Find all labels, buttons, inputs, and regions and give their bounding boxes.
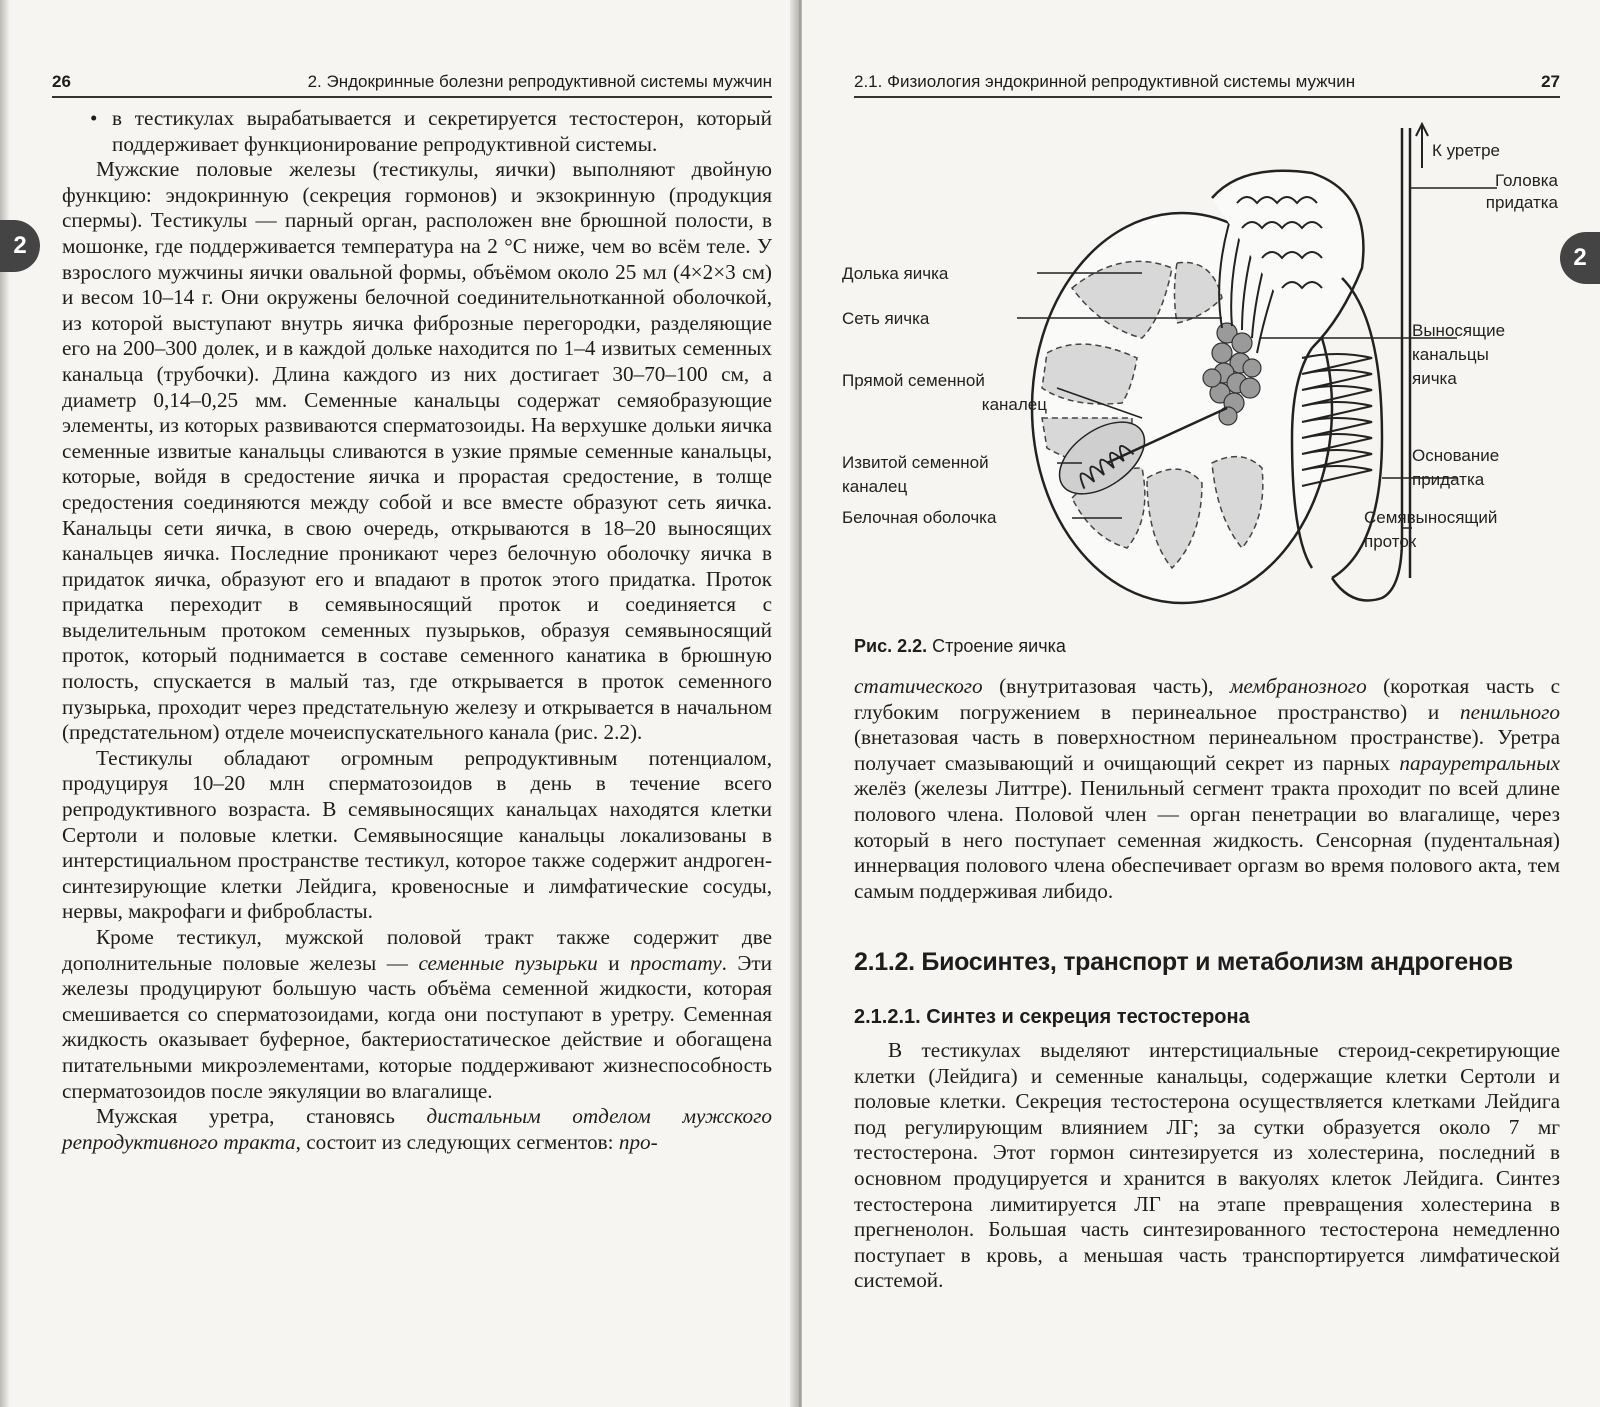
italic-term: простату	[630, 950, 722, 975]
label-base-1: Основание	[1412, 446, 1500, 465]
subsection-heading: 2.1.2.1. Синтез и секреция тестостерона	[854, 1006, 1250, 1028]
caption-text: Строение яичка	[932, 636, 1066, 656]
testis-diagram	[842, 118, 1562, 618]
label-head-2: придатка	[1485, 193, 1558, 212]
label-tunica: Белочная оболочка	[842, 508, 997, 527]
italic-term: мембранозного	[1229, 674, 1367, 698]
left-paragraph-3	[62, 925, 772, 1104]
caption-label: Рис. 2.2.	[854, 636, 928, 656]
right-upper-text	[854, 674, 1560, 904]
right-paragraph-1	[854, 674, 1560, 904]
left-body-text	[62, 106, 772, 1155]
italic-term: семенные пузырьки	[418, 950, 598, 975]
right-page	[802, 0, 1600, 1407]
label-rete: Сеть яичка	[842, 309, 930, 328]
label-head-1: Головка	[1494, 171, 1558, 190]
label-lobule: Долька яичка	[842, 264, 949, 283]
label-efferent-2: канальцы	[1412, 345, 1489, 364]
left-paragraph-2: Тестикулы обладают огромным репродуктивным потенциалом, продуцируя 10–20 млн сперматозоидов в день в течение всего репродуктивного возраста. В семявыносящих канальцах находятся клетки Сертоли и половые клетки. Семявыносящие канальцы локализованы в интерстициальном пространстве тестикул, которое также содержит андроген-синтезирующие клетки Лейдига, кровеносные и лимфатические сосуды, нервы, макрофаги и фибробласты.	[62, 745, 772, 924]
right-page-number: 27	[1541, 72, 1560, 91]
left-paragraph-1: Мужские половые железы (тестикулы, яички) выполняют двойную функцию: эндокринную (секреция гормонов) и экзокринную (продукция спермы). Тестикулы — парный орган, расположен вне брюшной полости, в мошонке, где поддерживается температура на 2 °С ниже, чем во всём теле. У взрослого мужчины яички овальной формы, объёмом около 25 мл (4×2×3 см) и весом 10–14 г. Они окружены белочной соединительнотканной оболочкой, из которой выступают внутрь яичка фиброзные перегородки, разделяющие его на 200–300 долек, и в каждой дольке находится по 1–4 извитых семенных канальца (трубочки). Длина каждого из них достигает 30–70–100 см, а диаметр 0,14–0,25 мм. Семенные канальцы содержат семяобразующие элементы, из которых развиваются сперматозоиды. На верхушке дольки яичка семенные извитые канальцы сливаются в узкие прямые семенные канальцы, которые, войдя в средостение яичка и прорастая средостение, в толще средостения соединяются между собой и все вместе образуют сеть яичка. Канальцы сети яичка, в свою очередь, открываются в 18–20 выносящих канальцев яичка. Последние проникают через белочную оболочку яичка в придаток яичка, образуют его и впадают в проток этого придатка. Проток придатка переходит в семявыносящий проток и соединяется с выделительным протоком семенных пузырьков, образуя семявыносящий проток, который поднимается в составе семенного канатика в брюшную полость, спускается в малый таз, где открывается в проток семенного пузырька, проходит через предстательную железу и открывается в начальном (предстательном) отделе мочеиспускательного канала (рис. 2.2).	[62, 157, 772, 745]
text-run: . Эти железы продуцируют большую часть объёма семенной жидкости, которая смешивается со сперматозоидами, когда они поступают в уретру. Семенная жидкость оказывает буферное, бактериостатическое действие и обогащена питательными микроэлементами, которые поддерживают жизнеспособность сперматозоидов после эякуляции во влагалище.	[62, 950, 772, 1103]
up-arrow-icon	[1416, 124, 1428, 168]
text-run: (внетазовая часть в поверхностном перинеальном пространстве). Уретра получает смазывающий и очищающий секрет из парных	[854, 725, 1560, 775]
label-base-2: придатка	[1412, 470, 1485, 489]
label-to-urethra: К уретре	[1432, 141, 1500, 160]
label-straight-2: каналец	[981, 395, 1047, 414]
bullet-dot-icon: •	[90, 106, 98, 130]
label-efferent-1: Выносящие	[1412, 321, 1506, 340]
figure-caption	[854, 636, 1066, 657]
label-straight-1: Прямой семенной	[842, 371, 985, 390]
italic-term: статического	[854, 674, 983, 698]
text-run: желёз (железы Литтре). Пенильный сегмент тракта проходит по всей длине полового члена. Половой член — орган пенетрации во влагалище, через который в него поступает семенная жидкость. Сенсорная (пудентальная) иннервация полового члена обеспечивает оргазм во время полового акта, тем самым поддерживая либидо.	[854, 776, 1560, 903]
italic-term: про-	[618, 1129, 658, 1154]
left-page-number: 26	[52, 72, 71, 91]
text-run: (короткая часть с глубоким погружением в перинеальное пространство) и	[854, 674, 1560, 724]
left-page	[0, 0, 798, 1407]
section-heading: 2.1.2. Биосинтез, транспорт и метаболизм андрогенов	[854, 948, 1513, 976]
label-efferent-3: яичка	[1412, 369, 1457, 388]
label-convoluted-1: Извитой семенной	[842, 453, 989, 472]
italic-term: парауретральных	[1399, 750, 1560, 775]
right-lower-text	[854, 1038, 1560, 1294]
text-run: , состоит из следующих сегментов:	[295, 1129, 619, 1154]
right-running-head	[854, 62, 1560, 98]
label-convoluted-2: каналец	[842, 477, 908, 496]
text-run: и	[597, 950, 631, 975]
right-chapter-tab: 2	[1560, 232, 1600, 284]
left-running-title: 2. Эндокринные болезни репродуктивной системы мужчин	[307, 72, 772, 91]
page-edge-shadow	[0, 0, 10, 1407]
label-vas-2: проток	[1364, 532, 1417, 551]
italic-term: пенильного	[1460, 699, 1560, 724]
text-run: (внутритазовая часть),	[982, 674, 1230, 698]
left-chapter-tab: 2	[0, 220, 40, 272]
text-run: Мужская уретра, становясь	[96, 1104, 427, 1129]
italic-term: дистальным отделом мужского репродуктивного тракта	[62, 1104, 773, 1154]
bullet-item	[62, 106, 772, 157]
text-run: Кроме тестикул, мужской половой тракт также содержит две дополнительные половые железы —	[62, 925, 772, 975]
left-paragraph-4	[62, 1104, 772, 1155]
label-vas-1: Семявыносящий	[1364, 508, 1498, 527]
right-running-title: 2.1. Физиология эндокринной репродуктивной системы мужчин	[854, 72, 1356, 91]
left-running-head	[52, 62, 772, 98]
testis-figure	[842, 118, 1562, 618]
right-paragraph-2: В тестикулах выделяют интерстициальные стероид-секретирующие клетки (Лейдига) и семенные канальцы, содержащие клетки Сертоли и половые клетки. Секреция тестостерона осуществляется клетками Лейдига под регулирующим влиянием ЛГ; за сутки образуется около 7 мг тестостерона. Этот гормон синтезируется из холестерина, последний в основном продуцируется и хранится в вакуолях клеток Лейдига. Синтез тестостерона лимитируется ЛГ на этапе превращения холестерина в прегненолон. Большая часть синтезированного тестостерона немедленно поступает в кровь, а меньшая часть транспортируется лимфатической системой.	[854, 1038, 1560, 1293]
bullet-text: в тестикулах вырабатывается и секретируется тестостерон, который поддерживает функционирование репродуктивной системы.	[112, 106, 772, 156]
